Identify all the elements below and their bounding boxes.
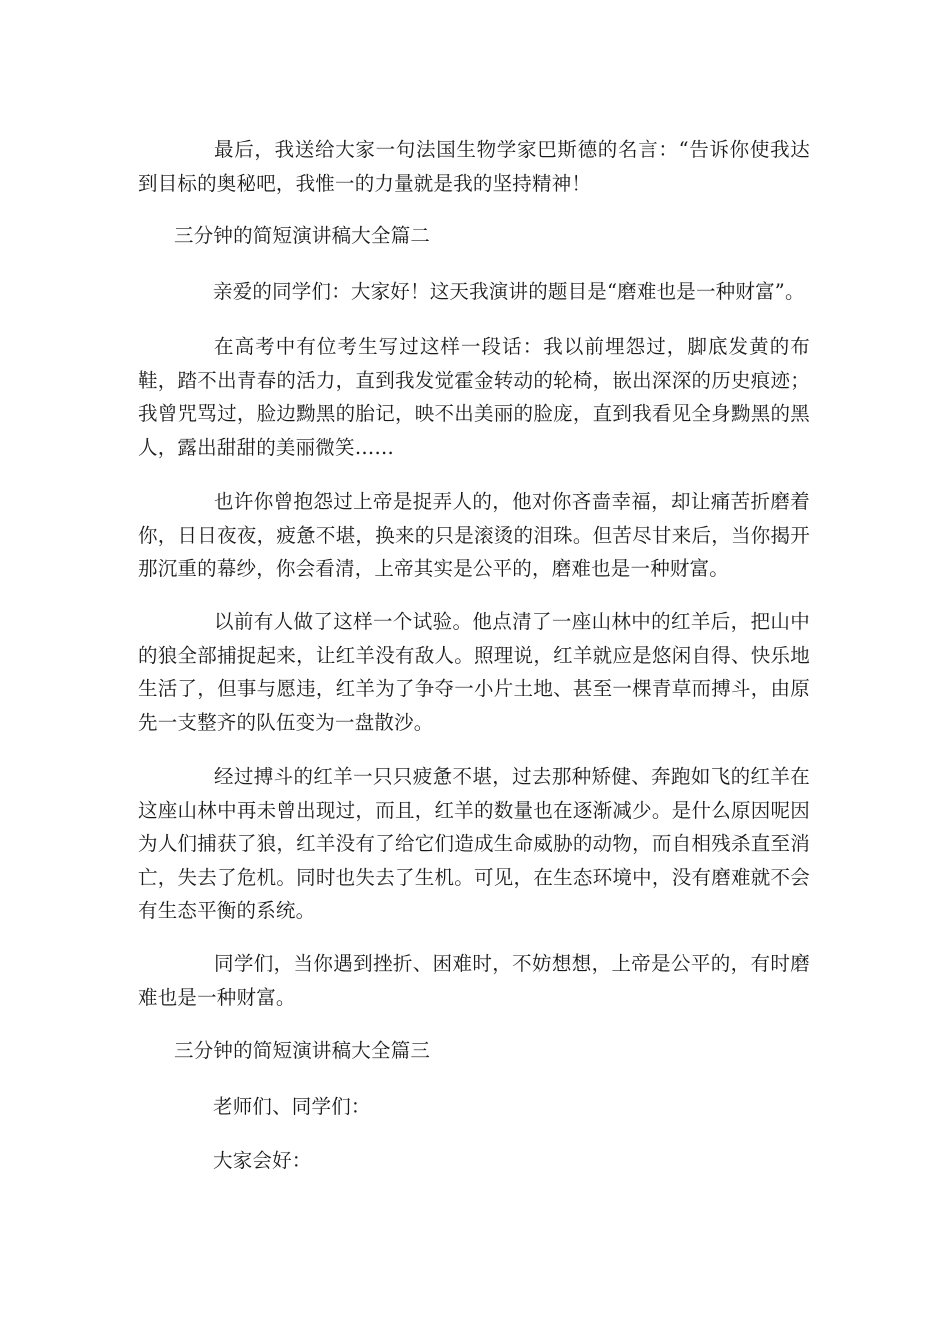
paragraph-greeting-topic: 亲爱的同学们：大家好！这天我演讲的题目是“磨难也是一种财富”。 [213, 280, 805, 303]
paragraph-closing-quote: 最后，我送给大家一句法国生物学家巴斯德的名言：“告诉你使我达到目标的奥秘吧，我惟一的力量就是我的坚持精神！ [138, 138, 810, 195]
section-heading-part-two: 三分钟的简短演讲稿大全篇二 [174, 224, 431, 247]
paragraph-salutation: 老师们、同学们： [213, 1095, 371, 1118]
paragraph-hello: 大家会好： [213, 1149, 312, 1172]
paragraph-god-fairness: 也许你曾抱怨过上帝是捉弄人的，他对你吝啬幸福，却让痛苦折磨着你，日日夜夜，疲惫不堪，换来的只是滚烫的泪珠。但苦尽甘来后，当你揭开那沉重的幕纱，你会看清，上帝其实是公平的，磨难也是一种财富。 [138, 490, 810, 580]
paragraph-red-sheep: 经过搏斗的红羊一只只疲惫不堪，过去那种矫健、奔跑如飞的红羊在这座山林中再未曾出现过，而且，红羊的数量也在逐渐减少。是什么原因呢因为人们捕获了狼，红羊没有了给它们造成生命威胁的动物，而自相残杀直至消亡，失去了危机。同时也失去了生机。可见，在生态环境中，没有磨难就不会有生态平衡的系统。 [138, 765, 810, 922]
paragraph-exam-essay: 在高考中有位考生写过这样一段话：我以前埋怨过，脚底发黄的布鞋，踏不出青春的活力，直到我发觉霍金转动的轮椅，嵌出深深的历史痕迹；我曾咒骂过，脸边黝黑的胎记，映不出美丽的脸庞，直到我看见全身黝黑的黑人，露出甜甜的美丽微笑…… [138, 335, 810, 459]
section-heading-part-three: 三分钟的简短演讲稿大全篇三 [174, 1039, 431, 1062]
paragraph-conclusion: 同学们，当你遇到挫折、困难时，不妨想想，上帝是公平的，有时磨难也是一种财富。 [138, 952, 810, 1009]
paragraph-experiment: 以前有人做了这样一个试验。他点清了一座山林中的红羊后，把山中的狼全部捕捉起来，让红羊没有敌人。照理说，红羊就应是悠闲自得、快乐地生活了，但事与愿违，红羊为了争夺一小片土地、甚至一棵青草而搏斗，由原先一支整齐的队伍变为一盘散沙。 [138, 610, 810, 734]
